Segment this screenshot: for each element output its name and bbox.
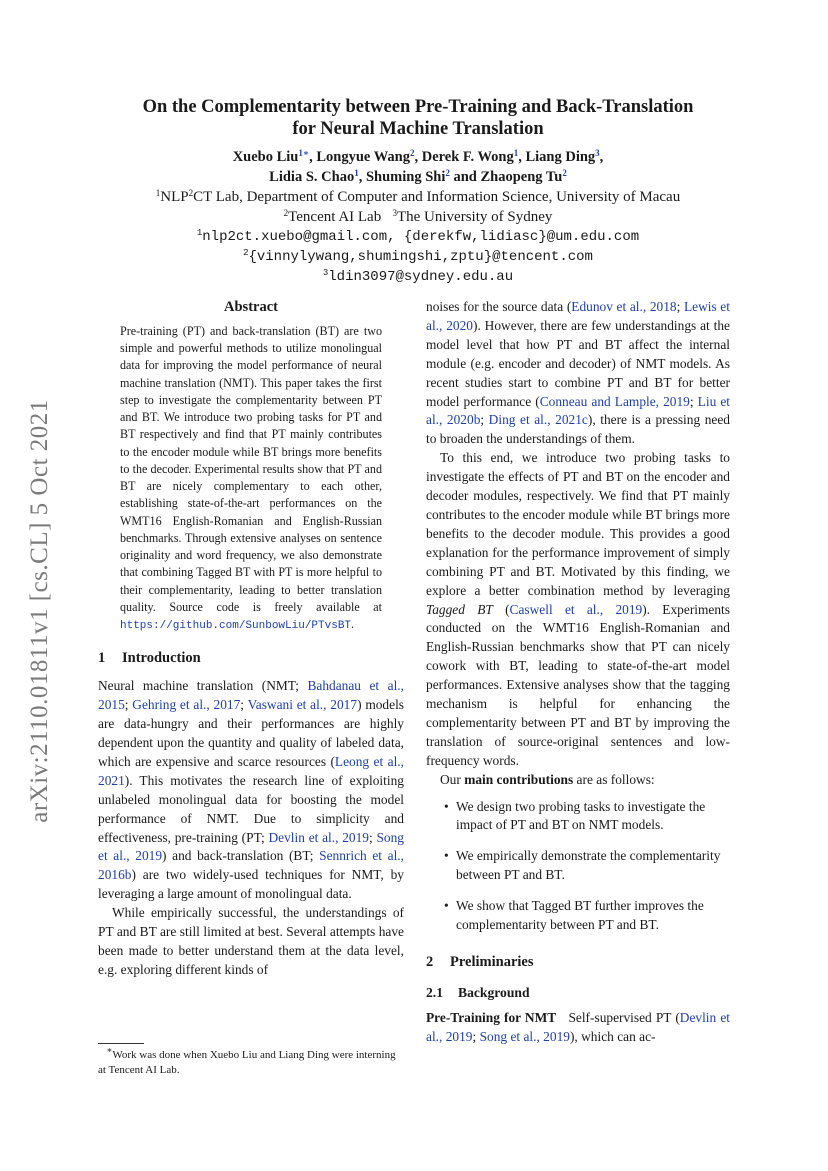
- citation-link[interactable]: Conneau and Lample, 2019: [539, 393, 690, 409]
- intro-paragraph-2: While empirically successful, the understandings of PT and BT are still limited at best. Several attempts have been made to better understand them at the data level, e.g. exploring different kinds of: [98, 905, 404, 977]
- background-paragraph: Pre-Training for NMT Self-supervised PT (Devlin et al., 2019; Song et al., 2019), which can ac-: [426, 1009, 730, 1044]
- citation-link[interactable]: Devlin et al., 2019: [268, 829, 369, 845]
- citation-link[interactable]: Lewis et al., 2020: [426, 299, 730, 333]
- source-code-link[interactable]: https://github.com/SunbowLiu/PTvsBT: [120, 620, 352, 633]
- abstract-heading: Abstract: [224, 299, 278, 315]
- affiliations: $^1$NLP$^2$CT Lab, Department of Computer and Information Science, University of Macau $^2$Tencent AI Lab $^3$The University of Sydney: [155, 188, 681, 225]
- contributions-list: [426, 798, 730, 935]
- left-column: [98, 298, 404, 980]
- section-preliminaries: 2 Preliminaries: [426, 954, 534, 970]
- author-emails: $^1$nlp2ct.xuebo@gmail.com, {derekfw,lidiasc}@um.edu.com $^2${vinnylywang,shumingshi,zptu}@tencent.com $^3$ldin3097@sydney.edu.au: [196, 228, 640, 285]
- citation-link[interactable]: Bahdanau et al., 2015: [98, 678, 404, 713]
- citation-link[interactable]: Devlin et al., 2019: [426, 1009, 730, 1044]
- subsection-background: 2.1 Background: [426, 984, 530, 1000]
- citation-link[interactable]: Song et al., 2019: [479, 1028, 570, 1044]
- citation-link[interactable]: Leong et al., 2021: [98, 753, 404, 788]
- intro-paragraph-1: Neural machine translation (NMT; Bahdanau et al., 2015; Gehring et al., 2017; Vaswani et al., 2017) models are data-hungry and their performances are highly dependent upon the quantity and quality of labeled data, which are expensive and scarce resources (Leong et al., 2021). This motivates the research line of exploiting unlabeled monolingual data for boosting the model performance of NMT. Due to simplicity and effectiveness, pre-training (PT; Devlin et al., 2019; Song et al., 2019) and back-translation (BT; Sennrich et al., 2016b) are two widely-used techniques for NMT, by leveraging a large amount of monolingual data.: [98, 678, 405, 902]
- citation-link[interactable]: Ding et al., 2021c: [488, 412, 588, 428]
- arxiv-identifier: arXiv:2110.01811v1 [cs.CL] 5 Oct 2021: [26, 399, 53, 823]
- citation-link[interactable]: Gehring et al., 2017: [132, 697, 241, 713]
- citation-link[interactable]: Edunov et al., 2018: [571, 299, 677, 314]
- footnote: ∗Work was done when Xuebo Liu and Liang Ding were interning at Tencent AI Lab.: [98, 1045, 396, 1076]
- citation-link[interactable]: Song et al., 2019: [98, 829, 404, 864]
- paper-header: [80, 96, 756, 287]
- intro-paragraph-3: To this end, we introduce two probing tasks to investigate the effects of PT and BT on the encoder and decoder modules, respectively. We find that PT mainly contributes to the encoder module while BT brings more benefits to the decoder module. This provides a good explanation for the performance improvement of simply combining PT and BT. Motivated by this finding, we explore a better combination method by leveraging Tagged BT (Caswell et al., 2019). Experiments conducted on the WMT16 English-Romanian and English-Russian benchmarks show that PT can nicely cowork with BT, leading to state-of-the-art model performances. Extensive analyses show that the tagging mechanism is helpful for enhancing the complementarity between PT and BT by improving the translation of source-original sentences and low-frequency words.: [426, 450, 730, 768]
- list-item: • We empirically demonstrate the complementarity between PT and BT.: [444, 848, 721, 883]
- list-item: • We show that Tagged BT further improves the complementarity between PT and BT.: [444, 898, 704, 933]
- list-item: • We design two probing tasks to investigate the impact of PT and BT on NMT models.: [444, 798, 706, 833]
- citation-link[interactable]: Vaswani et al., 2017: [247, 697, 358, 713]
- arxiv-sidebar: [20, 381, 60, 841]
- abstract-text: Pre-training (PT) and back-translation (BT) are two simple and powerful methods to utilize monolingual data for improving the model performance of neural machine translation (NMT). This paper takes the first step to investigate the complementarity between PT and BT. We introduce two probing tasks for PT and BT respectively and find that PT mainly contributes to the encoder module while BT brings more benefits to the decoder. Experimental results show that PT and BT are nicely complementary to each other, establishing state-of-the-art performances on the WMT16 English-Romanian and English-Russian benchmarks. Through extensive analyses on sentence originality and word frequency, we also demonstrate that combining Tagged BT with PT is more helpful to their complementarity, leading to better translation quality. Source code is freely available at https://github.com/SunbowLiu/PTvsBT.: [120, 323, 382, 633]
- citation-link[interactable]: Sennrich et al., 2016b: [98, 848, 405, 883]
- contributions-intro: Our main contributions are as follows:: [440, 771, 655, 787]
- citation-link[interactable]: Caswell et al., 2019: [509, 601, 643, 617]
- footnote-divider: [98, 1043, 144, 1044]
- paper-title: On the Complementarity between Pre-Training and Back-Translation for Neural Machine Translation: [142, 97, 694, 139]
- right-column: [426, 298, 730, 1047]
- intro-paragraph-2-cont: noises for the source data (Edunov et al., 2018; Lewis et al., 2020). However, there are few understandings at the model level that how PT and BT affect the internal module (e.g. encoder and decoder) of NMT models. As recent studies start to combine PT and BT for better model performance (Conneau and Lample, 2019; Liu et al., 2020b; Ding et al., 2021c), there is a pressing need to broaden the understandings of them.: [426, 299, 730, 447]
- citation-link[interactable]: Liu et al., 2020b: [426, 393, 730, 428]
- author-list: Xuebo Liu$^{1∗}$, Longyue Wang$^2$, Derek F. Wong$^1$, Liang Ding$^3$, Lidia S. Chao$^1$, Shuming Shi$^2$ and Zhaopeng Tu$^2$: [232, 148, 604, 185]
- section-introduction: 1 Introduction: [98, 650, 201, 667]
